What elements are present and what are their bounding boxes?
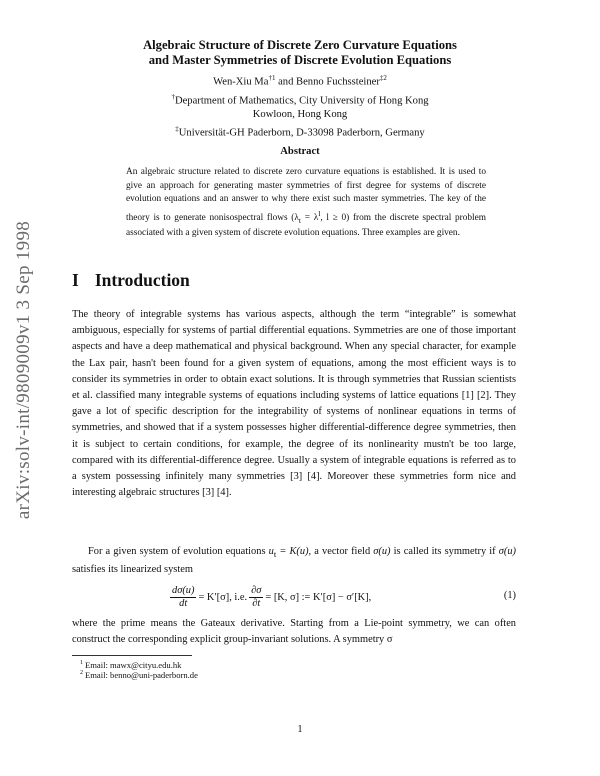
author-2: Benno Fuchssteiner [296,76,380,88]
p2-eq-u: u [268,546,274,557]
fraction-dsigma-dt [170,585,196,610]
frac-2-numerator: ∂σ [251,584,262,596]
fraction-partial-sigma-dt [249,585,263,610]
frac-1-numerator: dσ(u) [172,584,195,596]
p2-text-1: For a given system of evolution equations [88,546,269,557]
p2-eq-rest: = K(u) [276,546,309,557]
frac-1-denominator: dt [179,597,188,609]
abstract-heading: Abstract [280,146,320,157]
p2-eq-sub-t: t [273,549,277,560]
arxiv-id-text: arXiv:solv-int/9809009v1 3 Sep 1998 [13,220,35,520]
equation-1 [72,583,516,611]
intro-paragraph-1: The theory of integrable systems has various aspects, although the term “integrable” is somewhat ambiguous, especially for systems of partial differential equations. Symmetries are one of those important aspects and have a deep mathematical and physical background. When any special character, for example the Lax pair, hasn't been found for a given system of equations, among the most efficient ways is to consider its symmetries in order to obtain exact solutions. It is through symmetries that Russian scientists et al. classified many integrable systems of equations including systems of lattice equations [1] [2]. They gave a lot of specific description for the integrability of systems of nonlinear equations in terms of symmetries, and showed that if a system possesses higher differential-difference degree symmetries, then it is subject to certain conditions, for example, the degree of its nonlinearity mustn't be too large, compared with its differential-difference degree. Usually a system of integrable equations is referred as to a system possessing infinitely many symmetries [3] [4]. Moreover these symmetries form nice and interesting algebraic structures [3] [4]. [72,309,516,499]
footnote-1-mark: 1 [80,660,83,666]
abstract-sup-l: l [318,208,321,218]
p2-text-3: is called its symmetry if [390,546,499,557]
author-1: Wen-Xiu Ma [213,76,269,88]
abstract-sub-t: t [298,215,302,225]
author-1-marks: †1 [268,74,276,82]
author-block [60,71,540,141]
abstract-text-2: = λ [301,212,319,223]
affiliation-1-mark: † [171,92,175,101]
abstract-text-3: , l ≥ 0) from the discrete spectral problem associated with a given system of discrete evolution equations. Three examples are given. [126,212,486,238]
section-heading [72,270,190,291]
abstract-text-1: An algebraic structure related to discrete zero curvature equations is established. It is used to give an approach for generating master symmetries of first degree for systems of discrete evolution equations and an answer to why there exist such master symmetries. The key of the theory is to generate nonisospectral flows (λ [126,167,486,223]
affiliation-2-text: Universität-GH Paderborn, D-33098 Paderborn, Germany [178,127,425,139]
affiliation-2 [60,122,540,141]
page-number: 1 [297,724,303,735]
frac-2-denominator: ∂t [252,597,261,609]
affiliation-1-text: Department of Mathematics, City University of Hong Kong [174,95,429,107]
p2-text-2: , a vector field [308,546,374,557]
authors-line [60,71,540,90]
equation-rhs-2: = [K, σ] := K′[σ] − σ′[K], [265,591,372,603]
equation-number: (1) [503,590,516,601]
arxiv-sidebar-stamp [10,210,38,530]
affiliation-1-city: Kowloon, Hong Kong [252,109,348,121]
author-2-marks: ‡2 [379,74,387,82]
affiliation-1 [60,90,540,109]
footnote-1-text: Email: mawx@cityu.edu.hk [85,659,182,670]
title-line-1: Algebraic Structure of Discrete Zero Curvature Equations [143,38,457,52]
p2-text-4: satisfies its linearized system [72,564,193,576]
p2-sigma-2: σ(u) [498,546,517,557]
footnote-2 [80,668,198,681]
p2-sigma-1: σ(u) [373,546,391,557]
affiliation-2-mark: ‡ [175,125,179,134]
footnote-rule [72,655,192,656]
section-number: I [72,270,79,290]
abstract-body [126,166,486,240]
equation-1-math [168,583,371,611]
intro-paragraph-2 [72,544,516,578]
section-title: Introduction [94,270,190,290]
authors-and: and [275,76,297,88]
paper-title [60,38,540,68]
title-line-2: and Master Symmetries of Discrete Evolution Equations [148,53,452,67]
intro-paragraph-3: where the prime means the Gateaux derivative. Starting from a Lie-point symmetry, we can often construct the corresponding explicit group-invariant solutions. A symmetry σ [72,618,516,646]
footnote-2-mark: 2 [80,670,83,676]
footnote-2-text: Email: benno@uni-paderborn.de [85,669,198,680]
equation-rhs-1: = K′[σ], i.e. [198,591,248,603]
